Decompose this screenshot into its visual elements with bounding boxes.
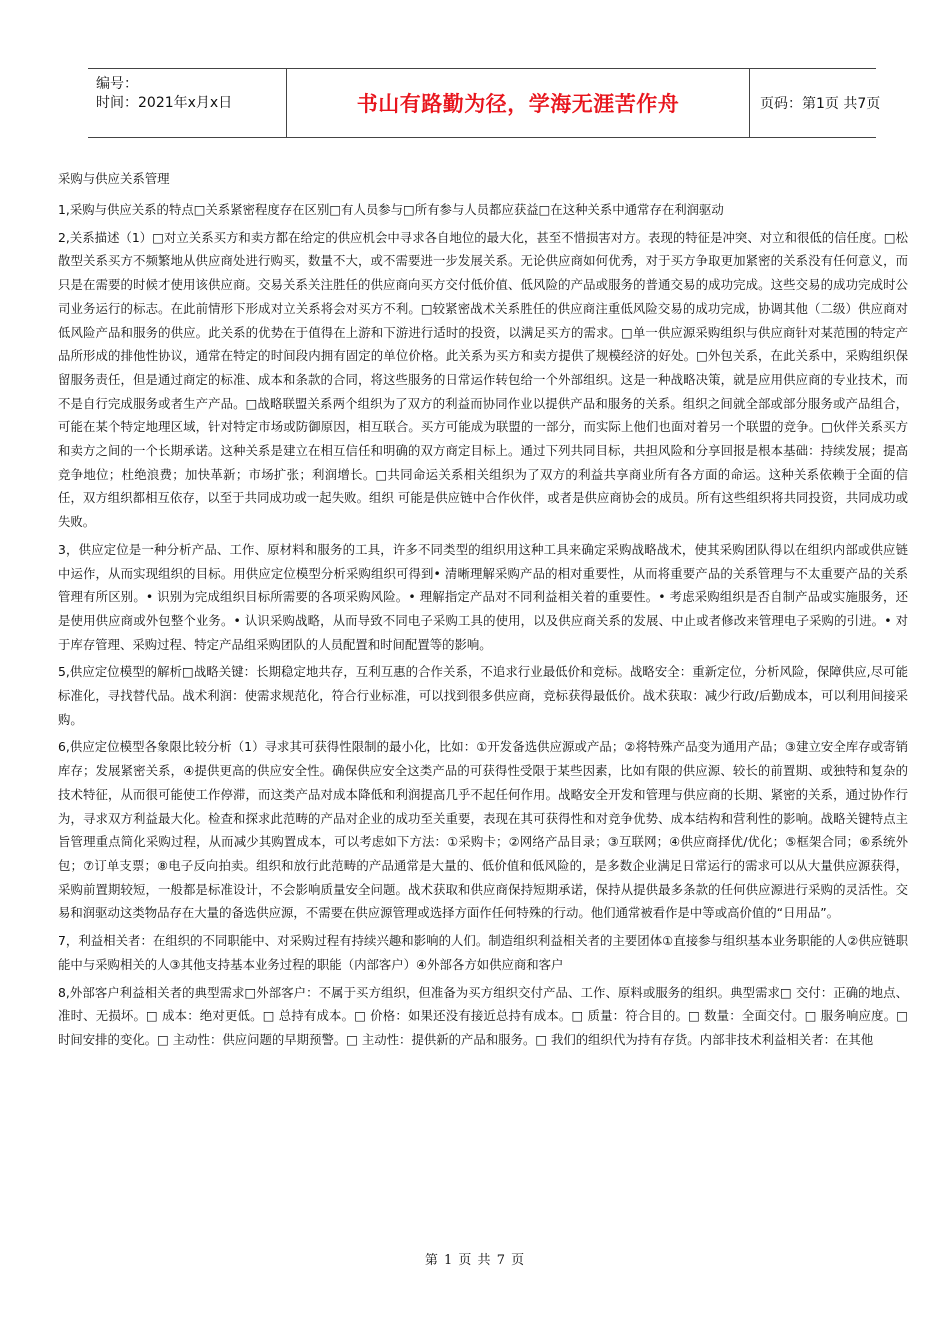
paragraph-8: 8,外部客户利益相关者的典型需求□外部客户：不属于买方组织，但准备为买方组织交付产品、工作、原料或服务的组织。典型需求□ 交付：正确的地点、准时、无损坏。□ 成本：绝对更低。□ 总持有成本。□ 价格：如果还没有接近总持有成本。□ 质量：符合目的。□ 数量：全面交付。□ 服务响应度。□ 时间安排的变化。□ 主动性：供应问题的早期预警。□ 主动性：提供新的产品和服务。□ 我们的组织代为持有存货。内部非技术利益相关者：在其他 xyxy=(58,984,908,1047)
document-time-label: 时间：2021年x月x日 xyxy=(96,95,233,111)
page-header xyxy=(88,68,881,138)
paragraph-3: 3，供应定位是一种分析产品、工作、原材料和服务的工具，许多不同类型的组织用这种工具来确定采购战略战术，使其采购团队得以在组织内部或供应链中运作，从而实现组织的目标。用供应定位模型分析采购组织可得到• 清晰理解采购产品的相对重要性，从而将重要产品的关系管理与不太重要产品的关系管理有所区别。• 识别为完成组织目标所需要的各项采购风险。• 理解指定产品对不同利益相关着的重要性。• 考虑采购组织是否自制产品或实施服务，还是使用供应商或外包整个业务。• 认识采购战略，从而导致不同电子采购工具的使用，以及供应商关系的发展、中止或者修改来管理电子采购的引进。• 对于库存管理、采购过程、特定产品组采购团队的人员配置和时间配置等的影响。 xyxy=(58,541,908,652)
paragraph-6: 6,供应定位模型各象限比较分析（1）寻求其可获得性限制的最小化，比如：①开发备选供应源或产品；②将特殊产品变为通用产品；③建立安全库存或寄销库存；发展紧密关系，④提供更高的供应安全性。确保供应安全这类产品的可获得性受限于某些因素，比如有限的供应源、较长的前置期、或独特和复杂的技术特征，从而很可能使工作停滞，而这类产品对成本降低和利润提高几乎不起任何作用。战略安全开发和管理与供应商的长期、紧密的关系，通过协作行为，寻求双方利益最大化。检查和探求此范畴的产品对企业的成功至关重要，表现在其可获得性和对竞争优势、成本结构和营利性的影响。战略关键特点主旨管理重点简化采购过程，从而减少其购置成本，可以考虑如下方法：①采购卡；②网络产品目录；③互联网；④供应商择优/优化；⑤框架合同；⑥系统外包；⑦订单支票；⑧电子反向拍卖。组织和放行此范畴的产品通常是大量的、低价值和低风险的，是多数企业满足日常运行的需求可以从大量供应源获得，采购前置期较短，一般都是标准设计，不会影响质量安全问题。战术获取和供应商保持短期承诺，保持从提供最多条款的任何供应源进行采购的灵活性。交易和润驱动这类物品存在大量的备选供应源，不需要在供应源管理或选择方面作任何特殊的行动。他们通常被看作是中等或高价值的“日用品”。 xyxy=(58,739,908,921)
paragraph-1: 1,采购与供应关系的特点□关系紧密程度存在区别□有人员参与□所有参与人员都应获益□在这种关系中通常存在利润驱动 xyxy=(58,202,724,217)
paragraph-2: 2,关系描述（1）□对立关系买方和卖方都在给定的供应机会中寻求各自地位的最大化，甚至不惜损害对方。表现的特征是冲突、对立和很低的信任度。□松散型关系买方不频繁地从供应商处进行购买，数量不大，或不需要进一步发展关系。无论供应商如何优秀，对于买方争取更加紧密的关系没有任何意义，而只是在需要的时候才使用该供应商。交易关系关注胜任的供应商向买方交付低价值、低风险的产品或服务的普通交易的成功完成。这些交易的成功完成时公司业务运行的标志。在此前情形下形成对立关系将会对买方不利。□较紧密战术关系胜任的供应商注重低风险交易的成功完成，协调其他（二级）供应商对低风险产品和服务的供应。此关系的优势在于值得在上游和下游进行适时的投资，以满足买方的需求。□单一供应源采购组织与供应商针对某范围的特定产品所形成的排他性协议，通常在特定的时间段内拥有固定的单位价格。此关系为买方和卖方提供了规模经济的好处。□外包关系，在此关系中，采购组织保留服务责任，但是通过商定的标准、成本和条款的合同，将这些服务的日常运作转包给一个外部组织。这是一种战略决策，就是应用供应商的专业技术，而不是自行完成服务或者生产产品。□战略联盟关系两个组织为了双方的利益而协同作业以提供产品和服务的关系。组织之间就全部或部分服务或产品组合，可能在某个特定地理区域，针对特定市场或防御原因，相互联合。买方可能成为联盟的一部分，而实际上他们也面对着另一个联盟的竞争。□伙伴关系买方和卖方之间的一个长期承诺。这种关系是建立在相互信任和明确的双方商定目标上。通过下列共同目标，共担风险和分享回报是根本基础：持续发展；提高竞争地位；杜绝浪费；加快革新；市场扩张；利润增长。□共同命运关系相关组织为了双方的利益共享商业所有各方面的命运。这种关系依赖于全面的信任，双方组织都相互依存，以至于共同成功或一起失败。组织 可能是供应链中合作伙伴，或者是供应商协会的成员。所有这些组织将共同投资，共同成功或失败。 xyxy=(58,229,908,530)
document-title: 采购与供应关系管理 xyxy=(58,171,170,186)
header-motto: 书山有路勤为径，学海无涯苦作舟 xyxy=(286,69,750,137)
header-meta xyxy=(88,69,286,137)
paragraph-7: 7，利益相关者：在组织的不同职能中、对采购过程有持续兴趣和影响的人们。制造组织利益相关者的主要团体①直接参与组织基本业务职能的人②供应链职能中与采购相关的人③其他支持基本业务过程的职能（内部客户）④外部各方如供应商和客户 xyxy=(58,933,908,972)
page-footer: 第 1 页 共 7 页 xyxy=(424,1253,526,1268)
header-page-number: 页码：第1页 共7页 xyxy=(760,96,881,112)
paragraph-5: 5,供应定位模型的解析□战略关键：长期稳定地共存，互利互惠的合作关系，不追求行业最低价和竞标。战略安全：重新定位，分析风险，保障供应,尽可能标准化，寻找替代品。战术利润：使需求规范化，符合行业标准，可以找到很多供应商，竞标获得最低价。战术获取：减少行政/后勤成本，可以利用间接采购。 xyxy=(58,664,908,727)
document-number-label: 编号： xyxy=(96,76,138,92)
document-body xyxy=(58,170,908,1056)
